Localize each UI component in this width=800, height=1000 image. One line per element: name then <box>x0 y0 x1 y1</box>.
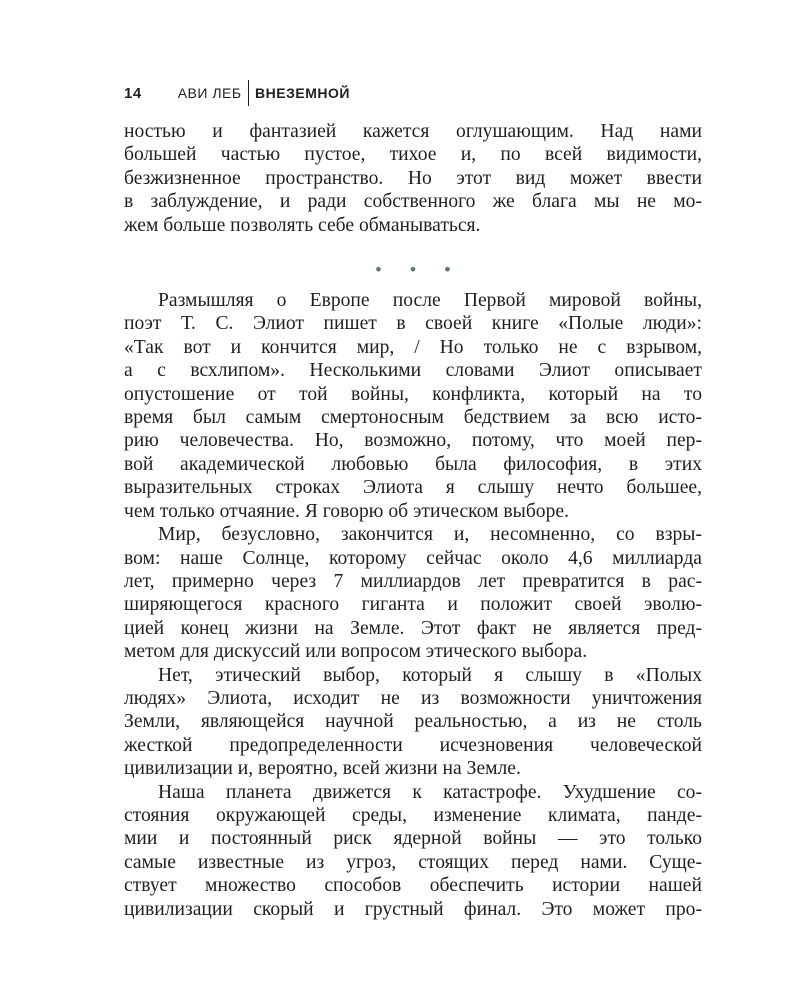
text-line: лет, примерно через 7 миллиардов лет превратится в рас- <box>124 570 702 592</box>
text-line: рию человечества. Но, возможно, потому, что моей пер- <box>124 430 702 452</box>
text-line: людях» Элиота, исходит не из возможности уничтожения <box>124 687 702 709</box>
paragraph <box>124 781 702 921</box>
text-line: жем больше позволять себе обманываться. <box>124 214 481 236</box>
text-line: ширяющегося красного гиганта и положит своей эволю- <box>124 594 702 616</box>
text-line: «Так вот и кончится мир, / Но только не с взрывом, <box>124 336 702 358</box>
text-line: в заблуждение, и ради собственного же блага мы не мо- <box>124 191 702 213</box>
text-line: опустошение от той войны, конфликта, который на то <box>124 383 702 405</box>
body-text <box>124 120 702 921</box>
running-header <box>124 80 702 106</box>
text-line: Наша планета движется к катастрофе. Ухудшение со- <box>158 781 702 803</box>
page-number: 14 <box>124 84 142 102</box>
paragraph <box>124 664 702 781</box>
paragraph-continued <box>124 120 702 237</box>
text-line: самые известные из угроз, стоящих перед нами. Суще- <box>124 851 702 873</box>
text-line: большей частью пустое, тихое и, по всей видимости, <box>124 144 702 166</box>
author-name: АВИ ЛЕБ <box>177 85 242 101</box>
text-line: безжизненное пространство. Но этот вид может ввести <box>124 167 702 189</box>
text-line: вой академической любовью была философия, в этих <box>124 453 702 475</box>
text-line: Размышляя о Европе после Первой мировой войны, <box>158 290 702 312</box>
text-line: а с всхлипом». Несколькими словами Элиот описывает <box>124 360 702 382</box>
header-divider <box>248 80 250 106</box>
text-line: время был самым смертоносным бедствием за всю исто- <box>124 407 702 429</box>
text-line: цивилизации скорый и грустный финал. Это может про- <box>124 898 702 920</box>
text-line: ностью и фантазией кажется оглушающим. Над нами <box>124 121 702 142</box>
text-line: цией конец жизни на Земле. Этот факт не является пред- <box>124 617 702 639</box>
text-line: ствует множество способов обеспечить истории нашей <box>124 875 702 897</box>
paragraph <box>124 523 702 663</box>
text-line: чем только отчаяние. Я говорю об этическом выборе. <box>124 500 569 522</box>
text-line: мии и постоянный риск ядерной войны — это только <box>124 828 702 850</box>
text-line: жесткой предопределенности исчезновения человеческой <box>124 734 702 756</box>
text-line: поэт Т. С. Элиот пишет в своей книге «Полые люди»: <box>124 313 702 335</box>
text-line: Земли, являющейся научной реальностью, а из не столь <box>124 711 702 733</box>
text-line: цивилизации и, вероятно, всей жизни на Земле. <box>124 758 521 780</box>
text-line: выразительных строках Элиота я слышу нечто большее, <box>124 477 702 499</box>
paragraph <box>124 289 702 523</box>
text-line: Нет, этический выбор, который я слышу в «Полых <box>158 664 702 686</box>
book-title: ВНЕЗЕМНОЙ <box>255 85 350 101</box>
text-line: стояния окружающей среды, изменение климата, панде- <box>124 804 702 826</box>
text-line: вом: наше Солнце, которому сейчас около 4,6 миллиарда <box>124 547 702 569</box>
text-line: Мир, безусловно, закончится и, несомненно, со взры- <box>158 524 702 546</box>
section-separator <box>124 260 702 280</box>
separator-dots: • • • <box>373 260 463 280</box>
book-page <box>124 80 702 921</box>
text-line: метом для дискуссий или вопросом этического выбора. <box>124 641 588 663</box>
